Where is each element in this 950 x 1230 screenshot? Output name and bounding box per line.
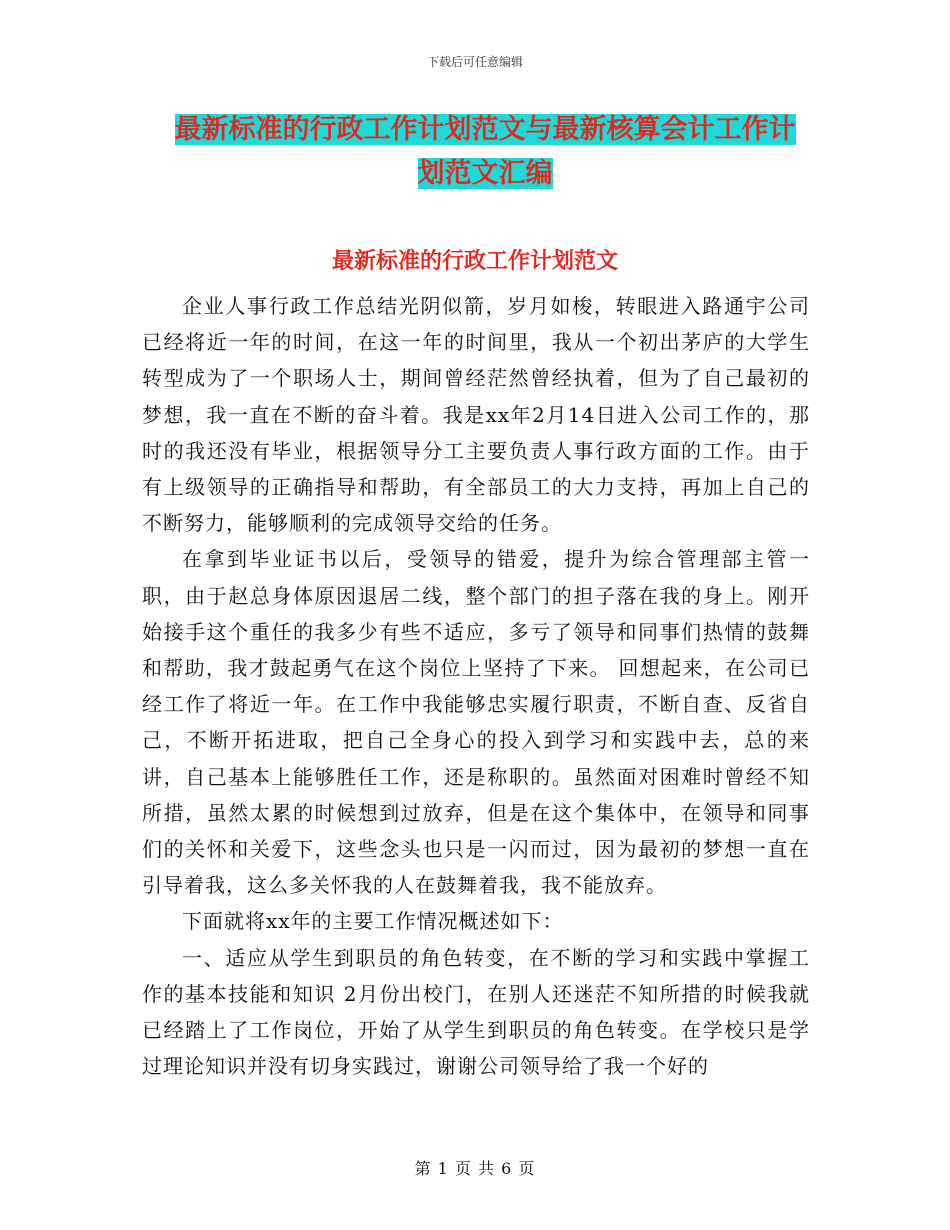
page-header-note: 下载后可任意编辑 xyxy=(426,55,523,69)
paragraph: 一、适应从学生到职员的角色转变，在不断的学习和实践中掌握工作的基本技能和知识 2月份出校门，在别人还迷茫不知所措的时候我就已经踏上了工作岗位，开始了从学生到职员的角色转变。在学校只是学过理论知识并没有切身实践过，谢谢公司领导给了我一个好的 xyxy=(142,945,810,1079)
section-title: 最新标准的行政工作计划范文 xyxy=(331,248,618,274)
document-title-line-1: 最新标准的行政工作计划范文与最新核算会计工作计 xyxy=(174,114,796,145)
document-title xyxy=(140,108,830,196)
document-body xyxy=(142,288,810,1084)
paragraph: 在拿到毕业证书以后，受领导的错爱，提升为综合管理部主管一职，由于赵总身体原因退居二线，整个部门的担子落在我的身上。刚开始接手这个重任的我多少有些不适应，多亏了领导和同事们热情的鼓舞和帮助，我才鼓起勇气在这个岗位上坚持了下来。 回想起来，在公司已经工作了将近一年。在工作中我能够忠实履行职责，不断自查、反省自己，不断开拓进取，把自己全身心的投入到学习和实践中去，总的来讲，自己基本上能够胜任工作，还是称职的。虽然面对困难时曾经不知所措，虽然太累的时候想到过放弃，但是在这个集体中，在领导和同事们的关怀和关爱下，这些念头也只是一闪而过，因为最初的梦想一直在引导着我，这么多关怀我的人在鼓舞着我，我不能放弃。 xyxy=(142,547,810,898)
paragraph: 企业人事行政工作总结光阴似箭，岁月如梭，转眼进入路通宇公司已经将近一年的时间，在这一年的时间里，我从一个初出茅庐的大学生转型成为了一个职场人士，期间曾经茫然曾经执着，但为了自己最初的梦想，我一直在不断的奋斗着。我是xx年2月14日进入公司工作的，那时的我还没有毕业，根据领导分工主要负责人事行政方面的工作。由于有上级领导的正确指导和帮助，有全部员工的大力支持，再加上自己的不断努力，能够顺利的完成领导交给的任务。 xyxy=(142,294,810,536)
document-title-line-2: 划范文汇编 xyxy=(417,158,553,189)
page-number: 第 1 页 共 6 页 xyxy=(414,1159,536,1178)
paragraph: 下面就将xx年的主要工作情况概述如下： xyxy=(182,909,564,934)
